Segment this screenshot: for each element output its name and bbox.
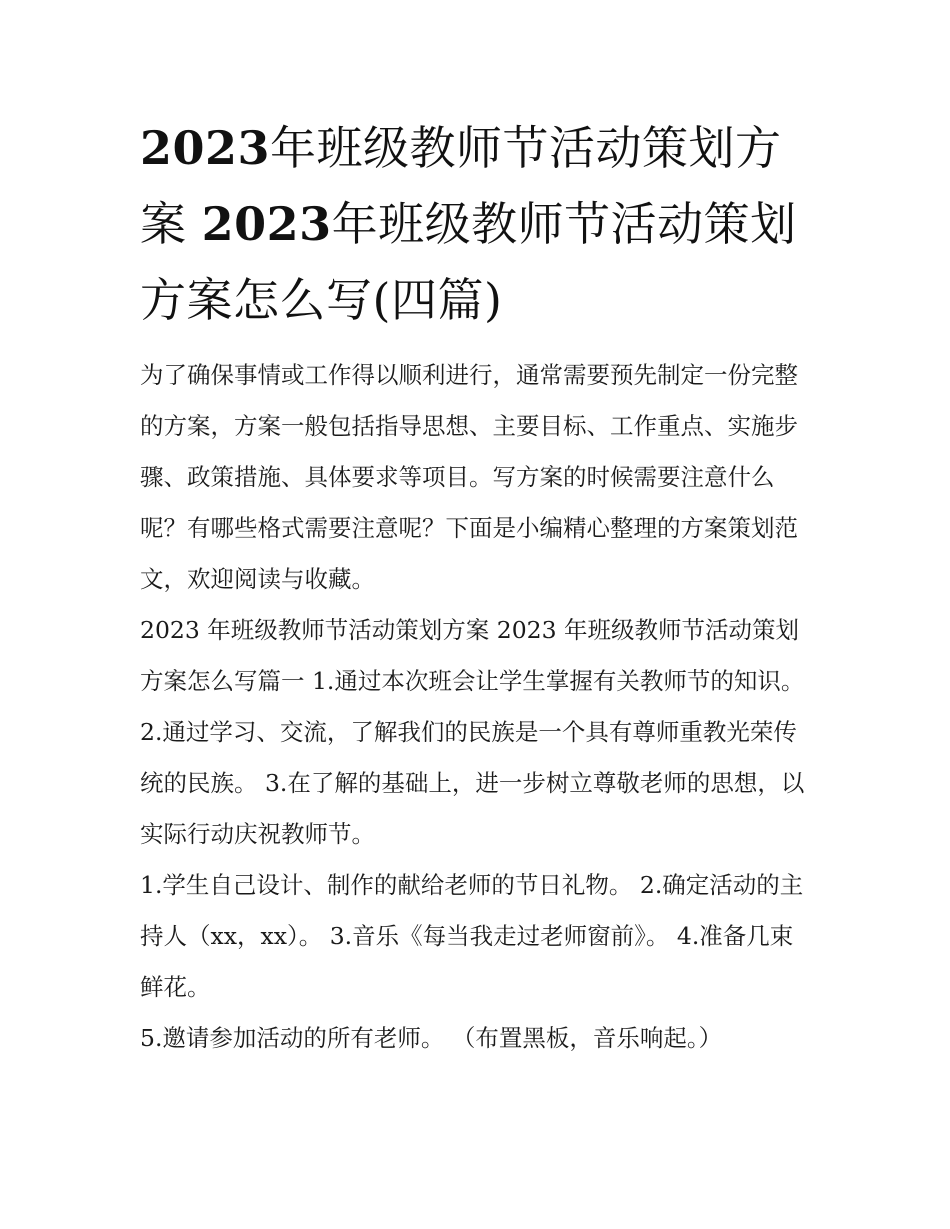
- section-heading-paragraph: 2023 年班级教师节活动策划方案 2023 年班级教师节活动策划方案怎么写篇一 1.通过本次班会让学生掌握有关教师节的知识。: [140, 616, 805, 695]
- invitation-paragraph: 5.邀请参加活动的所有老师。 （布置黑板，音乐响起。）: [140, 1024, 723, 1052]
- preparation-paragraph: 1.学生自己设计、制作的献给老师的节日礼物。 2.确定活动的主持人（xx，xx）。 3.音乐《每当我走过老师窗前》。 4.准备几束鲜花。: [140, 871, 804, 1001]
- document-title: 2023年班级教师节活动策划方案 2023年班级教师节活动策划方案怎么写(四篇): [140, 121, 797, 327]
- document-page: [140, 110, 812, 1064]
- objective-paragraph: 2.通过学习、交流，了解我们的民族是一个具有尊师重教光荣传统的民族。 3.在了解的基础上，进一步树立尊敬老师的思想，以实际行动庆祝教师节。: [140, 718, 805, 848]
- intro-paragraph: 为了确保事情或工作得以顺利进行，通常需要预先制定一份完整的方案，方案一般包括指导思想、主要目标、工作重点、实施步骤、政策措施、具体要求等项目。写方案的时候需要注意什么呢？有哪些格式需要注意呢？下面是小编精心整理的方案策划范文，欢迎阅读与收藏。: [140, 361, 798, 593]
